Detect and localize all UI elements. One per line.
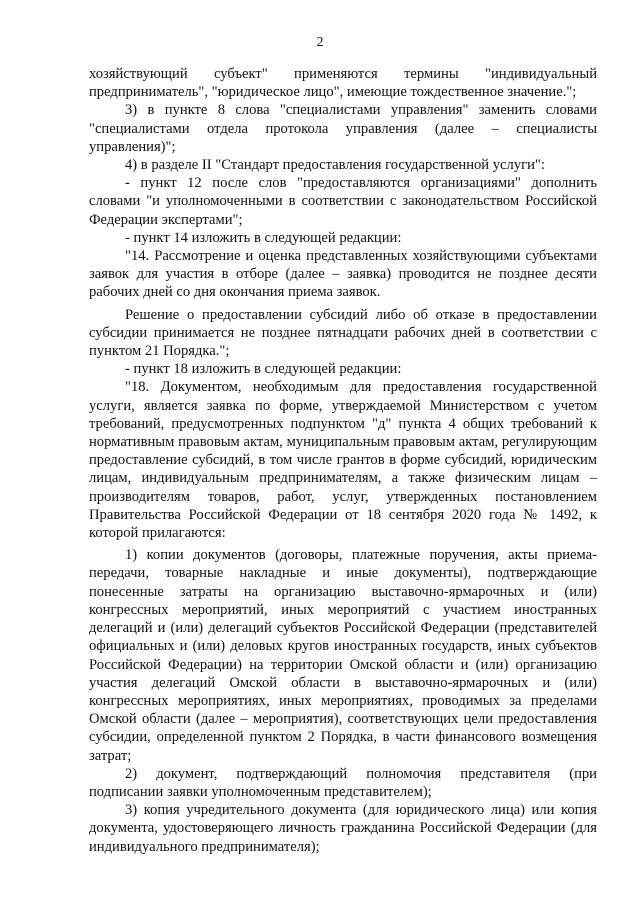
paragraph-continuation: хозяйствующий субъект" применяются термины "индивидуальный предприниматель", "юридическое лицо", имеющие тождественное значение."; xyxy=(89,66,597,101)
paragraph-decision: Решение о предоставлении субсидий либо об отказе в предоставлении субсидии принимается не позднее пятнадцати рабочих дней в соответствии с пунктом 21 Порядка."; xyxy=(89,306,597,360)
paragraph-subitem-2: 2) документ, подтверждающий полномочия представителя (при подписании заявки уполномоченным представителем); xyxy=(89,765,597,800)
paragraph-point-12: - пункт 12 после слов "предоставляются организациями" дополнить словами "и уполномоченными в соответствии с законодательством Российской Федерации экспертами"; xyxy=(89,175,597,228)
paragraph-point-18-text: "18. Документом, необходимым для предоставления государственной услуги, является заявка по форме, утверждаемой Министерством с учетом требований, предусмотренных подпунктом "д" пункта 4 общих требований к нормативным правовым актам, муниципальным правовым актам, регулирующим предоставление субсидий, в том числе грантов в форме субсидий, юридическим лицам, индивидуальным предпринимателям, а также физическим лицам – производителям товаров, работ, услуг, утвержденных постановлением Правительства Российской Федерации от 18 сентября 2020 года № 1492, к которой прилагаются: xyxy=(89,379,597,542)
paragraph-subitem-3: 3) копия учредительного документа (для юридического лица) или копия документа, удостоверяющего личность гражданина Российской Федерации (для индивидуального предпринимателя); xyxy=(89,802,597,855)
paragraph-point-14-text: "14. Рассмотрение и оценка представленных хозяйствующими субъектами заявок для участия в отборе (далее – заявка) проводится не позднее десяти рабочих дней со дня окончания приема заявок. xyxy=(89,248,597,301)
paragraph-item-4: 4) в разделе II "Стандарт предоставления государственной услуги": xyxy=(125,157,545,174)
paragraph-point-18-intro: - пункт 18 изложить в следующей редакции: xyxy=(125,361,402,378)
document-body xyxy=(89,65,597,856)
paragraph-item-3: 3) в пункте 8 слова "специалистами управления" заменить словами "специалистами отдела протокола управления (далее – специалисты управления)"; xyxy=(89,102,597,155)
page-number: 2 xyxy=(316,35,324,50)
paragraph-point-14-intro: - пункт 14 изложить в следующей редакции: xyxy=(125,229,402,246)
paragraph-subitem-1: 1) копии документов (договоры, платежные поручения, акты приема-передачи, товарные накладные и иные документы), подтверждающие понесенные затраты на организацию выставочно-ярмарочных и (или) конгрессных мероприятий, иных мероприятий с участием иностранных делегаций и (или) делегаций субъектов Российской Федерации (представителей официальных и (или) деловых кругов иностранных государств, иных субъектов Российской Федерации) на территории Омской области и (или) организацию участия делегаций Омской области в выставочно-ярмарочных и (или) конгрессных мероприятиях, иных мероприятиях, проводимых за пределами Омской области (далее – мероприятия), соответствующих цели предоставления субсидии, определенной пунктом 2 Порядка, в части финансового возмещения затрат; xyxy=(89,547,597,764)
